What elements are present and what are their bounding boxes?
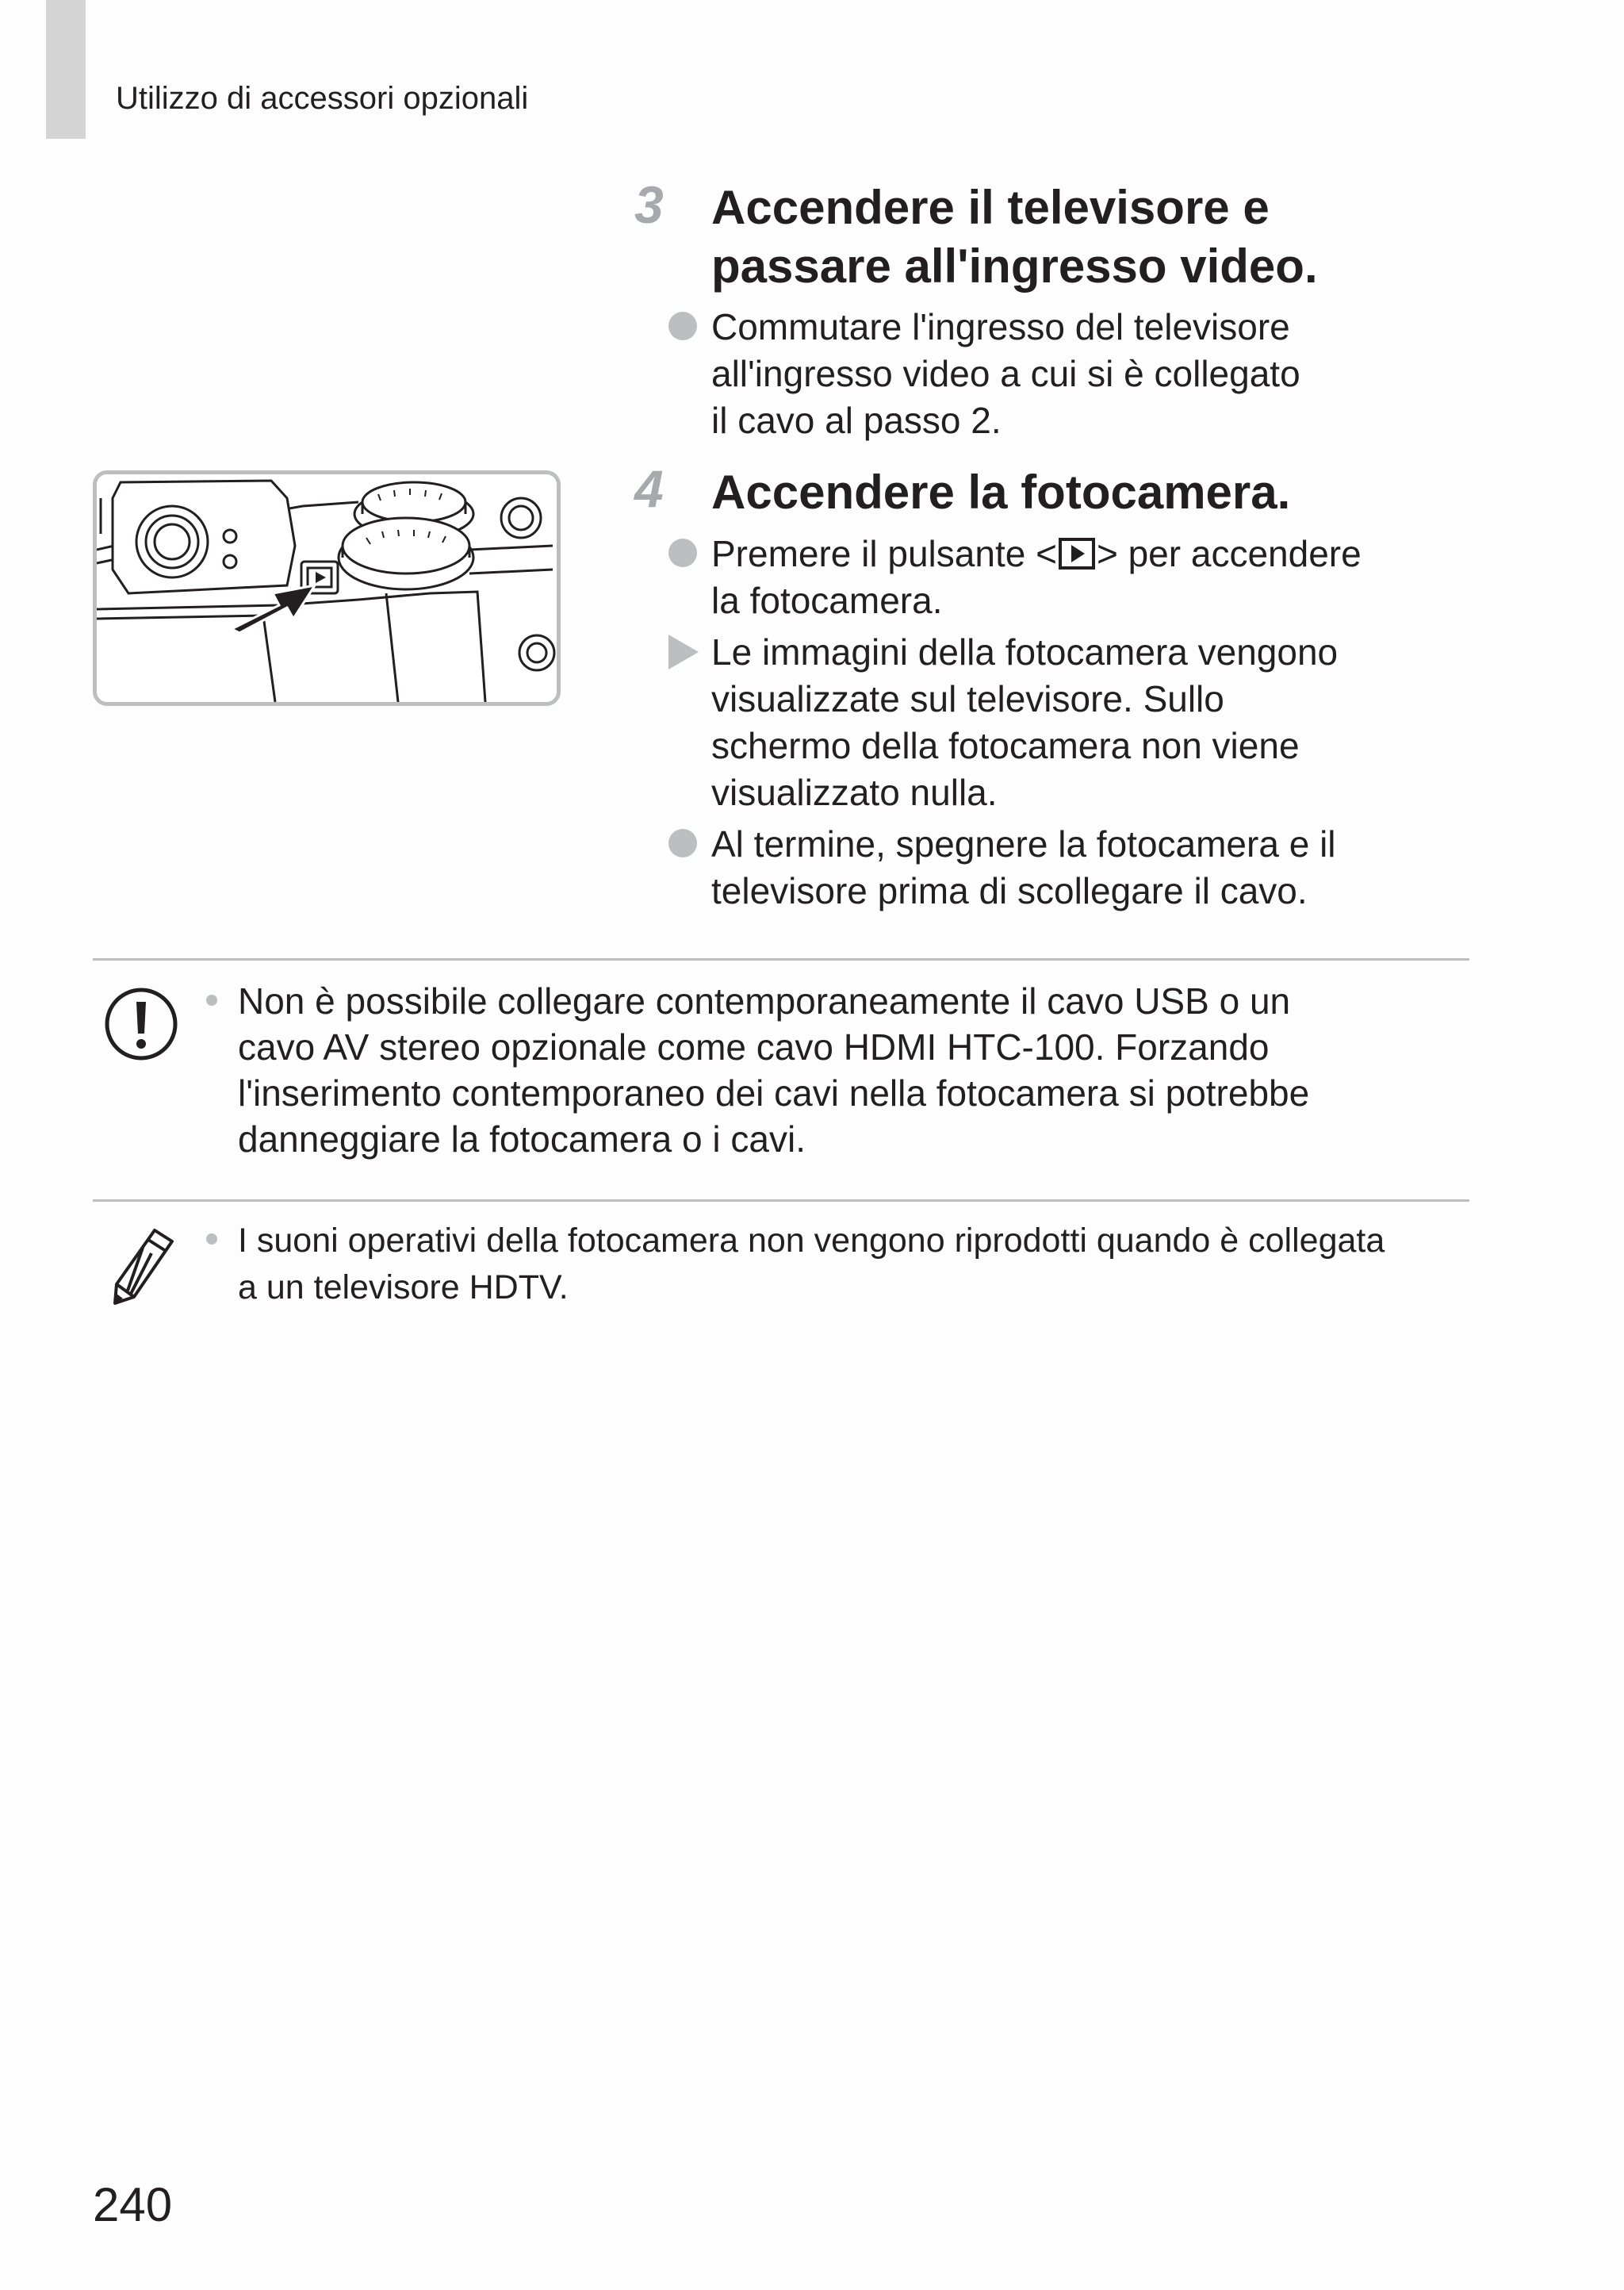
instruction-line: Al termine, spegnere la fotocamera e il — [711, 823, 1336, 865]
step-title — [711, 178, 1318, 296]
step-instruction — [711, 821, 1336, 915]
divider-line — [93, 1199, 1469, 1202]
step-number: 3 — [634, 175, 664, 234]
circle-bullet-icon — [668, 829, 697, 857]
instruction-line: il cavo al passo 2. — [711, 400, 1002, 441]
divider-line — [93, 958, 1469, 961]
instruction-line — [711, 531, 1362, 577]
bullet-dot-icon — [206, 1233, 217, 1245]
result-line: visualizzato nulla. — [711, 772, 998, 813]
step-instruction — [711, 304, 1300, 444]
instruction-line: televisore prima di scollegare il cavo. — [711, 870, 1308, 911]
page-number: 240 — [93, 2178, 173, 2231]
section-tab — [46, 0, 86, 139]
step-title-line: Accendere il televisore e — [711, 181, 1270, 234]
result-line: schermo della fotocamera non viene — [711, 725, 1300, 766]
caution-line: cavo AV stereo opzionale come cavo HDMI HTC-100. Forzando — [238, 1026, 1270, 1068]
section-header: Utilizzo di accessori opzionali — [116, 81, 529, 116]
step-title-line: passare all'ingresso video. — [711, 240, 1318, 293]
camera-playback-button-drawing — [97, 474, 557, 702]
note-line: I suoni operativi della fotocamera non vengono riprodotti quando è collegata — [238, 1222, 1385, 1260]
step-instruction — [711, 531, 1362, 624]
instruction-text: > per accendere — [1096, 533, 1362, 574]
caution-line: l'inserimento contemporaneo dei cavi nella fotocamera si potrebbe — [238, 1072, 1310, 1114]
instruction-text: Premere il pulsante < — [711, 533, 1057, 574]
bullet-dot-icon — [206, 995, 217, 1006]
playback-button-icon — [1059, 538, 1095, 570]
result-line: visualizzate sul televisore. Sullo — [711, 678, 1224, 719]
note-line: a un televisore HDTV. — [238, 1268, 569, 1306]
note-text — [238, 1218, 1385, 1311]
camera-illustration — [93, 470, 561, 706]
instruction-line: la fotocamera. — [711, 580, 943, 621]
step-result — [711, 629, 1338, 816]
triangle-bullet-icon — [668, 635, 699, 669]
circle-bullet-icon — [668, 539, 697, 567]
result-line: Le immagini della fotocamera vengono — [711, 631, 1339, 673]
step-title-line: Accendere la fotocamera. — [711, 466, 1291, 519]
step-title — [711, 463, 1290, 522]
caution-line: danneggiare la fotocamera o i cavi. — [238, 1118, 806, 1160]
exclamation-circle-icon — [103, 986, 179, 1062]
caution-line: Non è possibile collegare contemporaneamente il cavo USB o un — [238, 980, 1291, 1022]
pencil-icon — [107, 1224, 178, 1307]
circle-bullet-icon — [668, 312, 697, 340]
instruction-line: all'ingresso video a cui si è collegato — [711, 353, 1300, 394]
caution-text — [238, 978, 1309, 1162]
instruction-line: Commutare l'ingresso del televisore — [711, 306, 1290, 347]
step-number: 4 — [634, 459, 664, 518]
